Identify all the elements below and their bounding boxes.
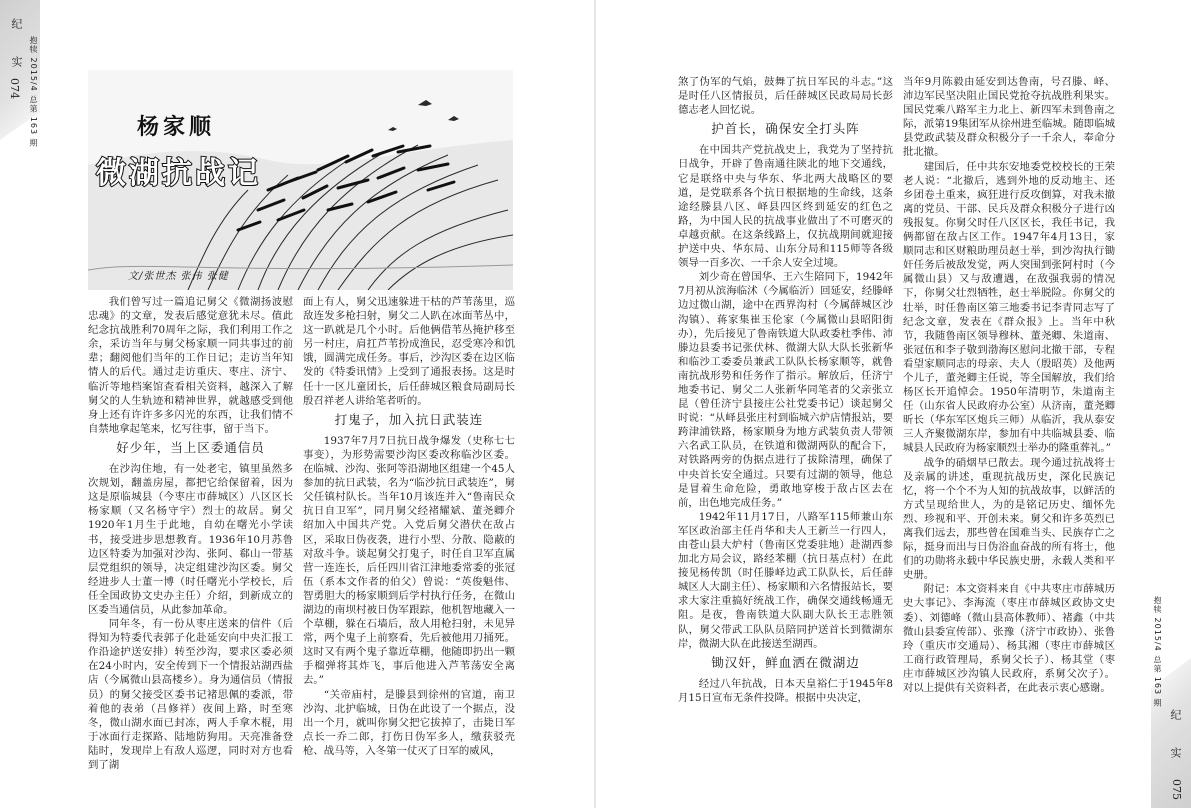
paragraph: 当年9月陈毅由延安到达鲁南，号召滕、峄、沛边军民坚决阻止国民党抢夺抗战胜利果实。国民党乘八路军主力北上、新四军未到鲁南之际，派第19集团军从徐州进至临城。随即临城县党政武装及群众积极分子一千余人，奉命分批北撤。 bbox=[903, 76, 1115, 159]
paragraph: 1937年7月7日抗日战争爆发（史称七七事变），为形势需要沙沟区委改称临沙区委。在临城、沙沟、张阿等沿湖地区组建一个45人参加的抗日武装，名为“临沙抗日武装连”，舅父任镇村队长。当年10月该连并入“鲁南民众抗日自卫军”，同月舅父经褚耀斌、董尧卿介绍加入中国共产党。入党后舅父潜伏在敌占区，采取日伪夜袭，进行小型、分散、隐蔽的对敌斗争。谈起舅父打鬼子，时任自卫军直属营一连连长，后任四川省江津地委常委的张冠伍（系本文作者的伯父）曾说：“英俊魁伟、智勇胆大的杨家顺到后学村执行任务，在微山湖边的南坝村被日伪军跟踪，他机智地藏入一个草棚，躲在石墙后，敌人用枪扫射，未见异常，两个鬼子上前察看，先后被他用刀捅死。这时又有两个鬼子靠近草棚，他随即扔出一颗手榴弹将其炸飞，事后他进入芦苇荡安全离去。” bbox=[303, 434, 515, 687]
folio-line: 抱犊 2015/4 总第 163 期 bbox=[1153, 596, 1162, 708]
article-column-1 bbox=[88, 295, 293, 772]
paragraph: 我们曾写过一篇追记舅父《微湖扬波慰忠魂》的文章，发表后感觉意犹未尽。值此纪念抗战胜利70周年之际，我们利用工作之余，采访当年与舅父杨家顺一同共事过的前辈；翻阅他们当年的工作日记；走访当年知情人的后代。通过走访重庆、枣庄、济宁、临沂等地档案馆查看相关资料，越深入了解舅父的人生轨迹和精神世界，就越感受到他身上还有许许多多闪光的东西，让我们情不自禁地拿起笔来，忆写往事，留于当下。 bbox=[88, 296, 293, 435]
section-heading: 好少年，当上区委通信员 bbox=[116, 439, 265, 455]
section-tag: 纪 实 bbox=[1169, 709, 1182, 766]
paragraph: 附记：本文资料来自《中共枣庄市薛城历史大事记》、李海流（枣庄市薛城区政协文史委）、刘德峰（微山县高体教师）、褚鑫（中共微山县委宣传部）、张豫（济宁市政协）、张鲁玲（重庆市交通局）、杨其湘（枣庄市薛城区工商行政管理局，系舅父长子）、杨其堂（枣庄市薛城区沙沟镇人民政府，系舅父次子）。对以上提供有关资料者，在此表示衷心感谢。 bbox=[903, 583, 1115, 695]
section-tag: 纪 实 bbox=[10, 18, 23, 75]
paragraph: 建国后，任中共东安地委党校校长的王荣老人说：“北撤后，逃到外地的反动地主、还乡团卷土重来，疯狂进行反攻倒算，对我未撤离的党员、干部、民兵及群众积极分子进行凶残报复。你舅父时任八区区长，我任书记，我俩都留在敌占区工作。1947年4月13日，家顺同志和区财粮助理员赵士举，到沙沟执行锄奸任务后被敌发觉，两人突围到张阿村时（今属微山县）又与敌遭遇，在敌强我弱的情况下，你舅父壮烈牺牲，赵士举脱险。你舅父的壮举，时任鲁南区第三地委书记李青同志写了纪念文章，发表在《群众报》上。当年中秋节，我随鲁南区领导穆林、董尧卿、朱道南、张冠伍和李子敬到渤海区慰问北撤干部，专程看望家顺同志的母亲、夫人（殷昭英）及他两个儿子，董尧卿主任说，等全国解放，我们给杨区长开追悼会。1950年清明节，朱道南主任（山东省人民政府办公室）从济南，董尧卿昕长（华东军区炮兵三师）从临沂，我从泰安三人齐聚微湖东岸，参加有中共临城县委、临城县人民政府为杨家顺烈士举办的隆重葬礼。” bbox=[903, 160, 1115, 455]
paragraph: 战争的硝烟早已散去。现今通过抗战将士及亲属的讲述，重现抗战历史，深化民族记忆，将一个个不为人知的抗战故事，以鲜活的方式呈现给世人，为的是铭记历史、缅怀先烈、珍视和平、开创未来。舅父和许多英烈已离我们远去，那些曾在国难当头、民族存亡之际，挺身而出与日伪浴血奋战的所有将士，他们的功勋将永载中华民族史册，永载人类和平史册。 bbox=[903, 456, 1115, 582]
folio-line: 抱犊 2015/4 总第 163 期 bbox=[29, 36, 38, 148]
paragraph: “关帝庙村，是滕县到徐州的官道，南卫沙沟、北护临城，日伪在此设了一个据点，没出一个月，就叫你舅父把它拔掉了，击毙日军点长一乔二郎，打伤日伪军多人，缴获驳壳枪、战马等，入冬第一仗灭了日军的威风， bbox=[303, 688, 515, 757]
article-column-2 bbox=[303, 295, 515, 758]
paragraph: 经过八年抗战，日本天皇裕仁于1945年8月15日宣布无条件投降。根据中央决定， bbox=[678, 677, 893, 704]
paragraph: 面上有人，舅父迅速躲进干枯的芦苇荡里，巡敌连发多枪扫射，舅父二人趴在冰面苇丛中，这一趴就是几个小时。后他俩借苇丛掩护移至另一村庄，肩扛芦苇扮成渔民，忍受寒冷和饥饿，圆满完成任务。事后，沙沟区委在边区临发的《特委讯情》上受到了通报表扬。这是时任十一区儿童团长，后任薛城区粮食局副局长殷召祥老人讲给笔者听的。 bbox=[303, 296, 515, 407]
title-main: 微湖抗战记 bbox=[96, 156, 261, 191]
section-heading: 护首长，确保安全打头阵 bbox=[711, 121, 860, 137]
left-page bbox=[0, 0, 595, 808]
byline: 文/张世杰 张伟 张健 bbox=[128, 271, 229, 282]
paragraph: 1942年11月17日，八路军115师兼山东军区政治部主任肖华和夫人王新兰一行四人，由苍山县大炉村（鲁南区党委驻地）赴湖西参加北方局会议，路经苯棚（抗日基点村）在此接见杨传凯（时任滕峄边武工队队长，后任薛城区人大副主任）、杨家顺和六名情报站长，要求大家注重搞好统战工作，确保交通线畅通无阻。是夜，鲁南铁道大队副大队长王志胜领队，舅父带武工队队员陪同护送首长到微湖东岸，微湖大队在此接送至湖西。 bbox=[678, 510, 893, 650]
article-column-4 bbox=[903, 75, 1115, 695]
page-number: 074 bbox=[8, 78, 21, 99]
title-name: 杨家顺 bbox=[137, 115, 216, 140]
paragraph: 在中国共产党抗战史上，我党为了坚持抗日战争，开辟了鲁南通往陕北的地下交通线，它是联络中央与华东、华北两大战略区的要道，是党联系各个抗日根据地的生命线，这条途经滕县八区、峄县四区终到延安的红色之路，为中国人民的抗战事业做出了不可磨灭的卓越贡献。在这条线路上，仅抗战期间就迎接护送中央、华东局、山东分局和115师等各级领导一百多次、一千余人安全过境。 bbox=[678, 144, 893, 270]
paragraph: 刘少奇在曾国华、王六生陪同下，1942年7月初从滨海临沭（今属临沂）回延安，经滕峄边过微山湖，途中在西界沟村（今属薛城区沙沟镇）、蒋家集崔玉伦家（今属微山县昭阳街办），先后接见了鲁南铁道大队政委杜季伟、沛滕边县委书记张伏林、微湖大队大队长张新华和临沙工委委员兼武工队队长杨家顺等，就鲁南抗战形势和任务作了指示。解放后，任济宁地委书记、舅父二人张新华同笔者的父亲张立昆（曾任济宁县接庄公社党委书记）谈起舅父时说：“从峄县张庄村到临城六炉店情报站，要跨津浦铁路，杨家顺身为地方武装负责人带领六名武工队员，在铁道和微湖两队的配合下，对铁路两旁的伪据点进行了拔除清理，确保了中央首长安全通过。只要有过湖的领导，他总是冒着生命危险，勇敢地穿梭于敌占区去在前，出色地完成任务。” bbox=[678, 271, 893, 509]
right-page bbox=[596, 0, 1191, 808]
section-heading: 打鬼子，加入抗日武装连 bbox=[334, 411, 484, 427]
paragraph: 在沙沟住地，有一处老宅，镇里虽然多次规划，翻盖房屋，都把它给保留着，因为这是原临城县（今枣庄市薛城区）八区区长杨家顺（又名杨守宇）烈士的故居。舅父1920年1月生于此地，自幼在曙光小学读书，接受进步思想教育。1936年10月苏鲁边区特委为加强对沙沟、张阿、郗山一带基层党组织的领导，决定组建沙沟区委。舅父经进步人士董一博（时任曙光小学校长，后任全国政协文史办主任）介绍，到新成立的区委当通信员，从此参加革命。 bbox=[88, 463, 293, 616]
section-heading: 锄汉奸，鲜血洒在微湖边 bbox=[711, 654, 860, 670]
article-column-3 bbox=[678, 75, 893, 705]
paragraph: 煞了伪军的气焰，鼓舞了抗日军民的斗志。”这是时任八区情报员，后任薛城区民政局局长彭德志老人回忆说。 bbox=[678, 76, 893, 117]
page-number: 075 bbox=[1170, 779, 1183, 800]
paragraph: 同年冬，有一份从枣庄送来的信件（后得知为特委代表郭子化赴延安向中央汇报工作沿途护送安排）转至沙沟，要求区委必须在24小时内，安全传到下一个情报站湖西盐店（今属微山县高楼乡）。身为通信员（情报员）的舅父接受区委书记褚思佩的委派，带着他的表弟（吕修祥）夜间上路，时至寒冬，微山湖水面已封冻，两人手拿木棍，用于冰面行走探路、陆地防狗用。天亮准备登陆时，发现岸上有敌人巡逻，同时对方也看到了湖 bbox=[88, 618, 293, 771]
